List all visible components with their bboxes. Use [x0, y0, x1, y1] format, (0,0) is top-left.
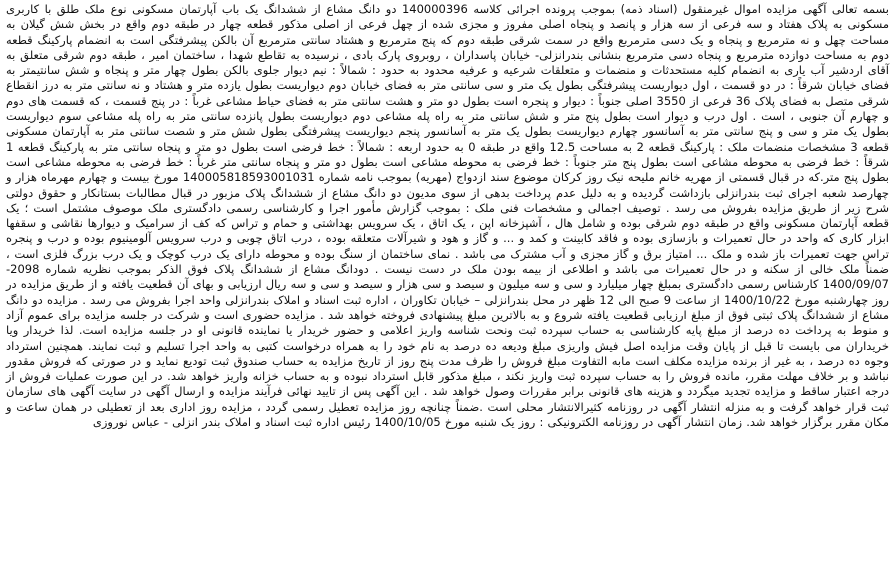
auction-notice-text: بسمه تعالی آگهی مزایده اموال غیرمنقول (اسناد ذمه) بموجب پرونده اجرائی کلاسه 140000396 دو دانگ مشاع از ششدانگ یک باب آپارتمان مسکونی نوع ملک طلق با کاربری مسکونی به پلاک هفتاد و سه فرعی از سه هزار و پانصد و پنجاه اصلی مفروز و مجزی شده از چهل فرعی از اصلی مذکور قطعه چهار در طبقه دوم واقع در بخش شش گیلان به مساحت چهل و نه مترمربع و پنجاه و یک دسی مترمربع واقع در سمت شرقی طبقه دوم که پنج مترمربع و هشتاد سانتی مترمربع آن بالکن پیشرفتگی است به انضمام پارکینگ قطعه دوم به مساحت دوازده مترمربع و پنجاه دسی مترمربع بنشانی بندرانزلی- خیابان پاسداران ، روبروی پارک بادی ، نرسیده به تقاطع شهدا ، ساختمان امیر ، طبقه دوم شرقی متعلق به آقای اردشیر آب یاری به انضمام کلیه مستحدثات و منضمات و متعلقات شرعیه و عرفیه محدود به حدود : شمالاً : نیم دیوار جلوی بالکن بطول چهار متر و پنجاه و شش سانتیمتر به فضای خیابان شرقاً : در دو قسمت ، اول دیواریست پیشرفتگی بطول یک متر و سی سانتی متر به فضای خیابان دوم دیواریست بطول یازده متر و هشتاد و نه سانتی متر به درز انقطاع شرقی متصل به فضای پلاک 36 فرعی از 3550 اصلی جنوباً : دیوار و پنجره است بطول دو متر و هشت سانتی متر به فضای حیاط مشاعی غرباً : در پنج قسمت ، که قسمت های دوم و چهارم آن جنوبی ، است . اول درب و دیوار است بطول پنج متر و شش سانتی متر به راه پله مشاعی دوم دیواریست بطول پانزده سانتی متر به راه پله مشاعی سوم دیواریست بطول یک متر و سی و پنج سانتی متر به آسانسور چهارم دیواریست بطول یک متر به آسانسور پنجم دیواریست پیشرفتگی بطول شش متر و شصت سانتی متر به آپارتمان مسکونی قطعه 3 مشخصات منضمات ملک : پارکینگ قطعه 2 به مساحت 12.5 واقع در طبقه 0 به حدود اربعه : شمالاً : خط فرضی است بطول دو متر و پنجاه سانتی متر به پارکینگ قطعه 1 شرقاً : خط فرضی به محوطه مشاعی است بطول پنج متر جنوباً : خط فرضی به محوطه مشاعی است بطول دو متر و پنجاه سانتی متر غرباً : خط فرضی به محوطه مشاعی است بطول پنج متر.که در قبال قسمتی از مهریه خانم ملیحه نیک روز کرکان موضوع سند ازدواج (مهریه) بموجب نامه شماره 140005818593001031 مورخ بیست و چهارم مهرماه هزار و چهارصد شعبه اجرای ثبت بندرانزلی بازداشت گردیده و به دلیل عدم پرداخت بدهی از سوی مدیون دو دانگ مشاع از ششدانگ پلاک مزبور در قبال مطالبات بستانکار و حقوق دولتی شرح زیر از طریق مزایده بفروش می رسد . توصیف اجمالی و مشخصات فنی ملک : بموجب گزارش مأمور اجرا و کارشناسی رسمی دادگستری ملک موصوف مشتمل است ؛ یک قطعه آپارتمان مسکونی واقع در طبقه دوم شرقی بوده و شامل هال ، آشپزخانه اپن ، یک اتاق ، یک سرویس بهداشتی و حمام و تراس که کف از سرامیک و دیوارها نقاشی و سقفها ابزار کاری که واحد در حال تعمیرات و بازسازی بوده و فاقد کابینت و کمد و ... و گاز و هود و شیرآلات متعلقه بوده ، درب اتاق چوبی و درب سرویس آلومینیوم بوده و درب و پنجره تراس جهت تعمیرات باز شده و ملک ... امتیاز برق و گاز مجزی و آب مشترک می باشد . نمای ساختمان از سنگ بوده و محوطه دارای یک درب کوچک و یک درب بزرگ فلزی است ، ضمناً ملک خالی از سکنه و در حال تعمیرات می باشد و اطلاعی از بیمه بودن ملک در دست نیست . دودانگ مشاع از ششدانگ پلاک فوق الذکر بموجب نظریه شماره 2098- 1400/09/07 کارشناس رسمی دادگستری بمبلغ چهار میلیارد و سی و سه میلیون و سیصد و سی هزار و سیصد و سی و سه ریال ارزیابی و بهای آن قطعیت یافته و از طریق مزایده در روز چهارشنبه مورخ 1400/10/22 از ساعت 9 صبح الی 12 ظهر در محل بندرانزلی – خیابان تکاوران ، اداره ثبت اسناد و املاک بندرانزلی واحد اجرا بفروش می رسد . مزایده دو دانگ مشاع از ششدانگ پلاک ثبتی فوق از مبلغ ارزیابی قطعیت یافته شروع و به بالاترین مبلغ پیشنهادی فروخته خواهد شد . مزایده حضوری است و شرکت در جلسه مزایده برای عموم آزاد و منوط به پرداخت ده درصد از مبلغ پایه کارشناسی به حساب سپرده ثبت ونحت شناسه واریز اعلامی و حضور خریدار یا نماینده قانونی او در جلسه مزایده است. لذا خریدار ویا خریداران می بایست تا قبل از پایان وقت مزایده اصل فیش واریزی مبلغ ودیعه ده درصد به نام خود را به همراه درخواست کتبی به واحد اجرا تسلیم و ثبت نمایند. همچنین استرداد وجوه ده درصد ، به غیر از برنده مزایده مکلف است مابه التفاوت مبلغ فروش را ظرف مدت پنج روز از تاریخ مزایده به حساب صندوق ثبت تودیع نماید و در صورتی که فروش مقدور نباشد و بر خلاف مهلت مقرر، مانده فروش را به حساب سپرده ثبت واریز نکند ، مبلغ مذکور قابل استرداد نبوده و به حساب خزانه واریز خواهد شد. در این صورت عملیات فروش از درجه اعتبار ساقط و مزایده تجدید میگردد و هزینه های قانونی برابر مقررات وصول خواهد شد . این آگهی پس از تایید نهائی فرآیند مزایده و ارسال آگهی در سایت آگهی های سازمان ثبت قرار خواهد گرفت و به منزله انتشار آگهی در روزنامه کثیرالانتشار محلی است .ضمناً چنانچه روز مزایده تعطیل رسمی گردد ، مزایده روز اداری بعد از تعطیلی در همان ساعت و مکان مقرر برگزار خواهد شد. زمان انتشار آگهی در روزنامه الکترونیکی : روز یک شنبه مورخ 1400/10/05 رئیس اداره ثبت اسناد و املاک بندر انزلی - عباس نوروزی [6, 2, 890, 430]
